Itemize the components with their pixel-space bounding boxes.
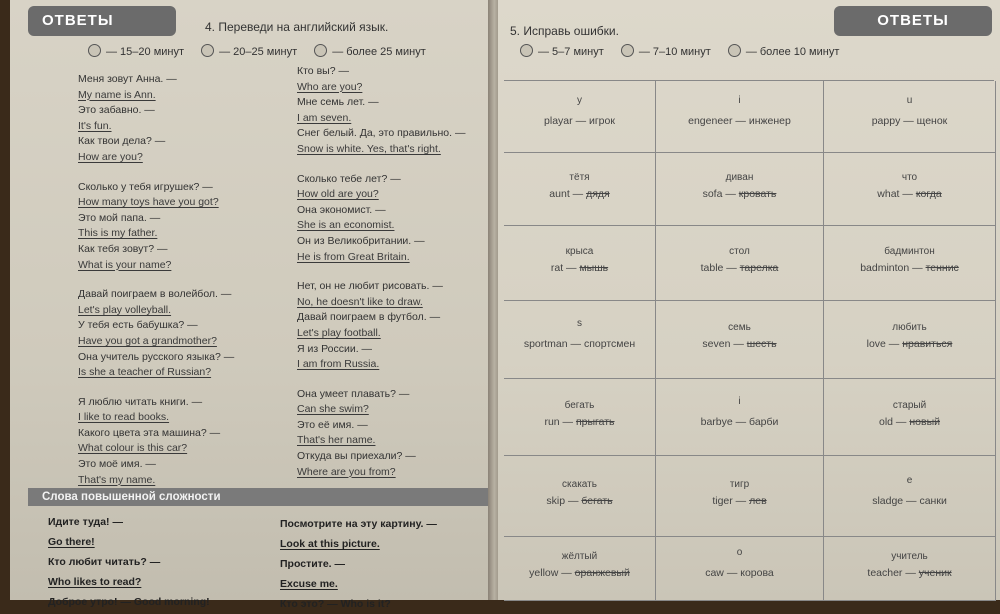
table-cell — [824, 301, 996, 379]
english-answer: Let's play volleyball. — [78, 303, 172, 316]
cell-text — [824, 416, 995, 428]
russian-phrase: Откуда вы приехали? — — [297, 450, 416, 463]
russian-phrase: Это мой папа. — — [78, 211, 161, 224]
smile-face-icon — [520, 44, 533, 57]
cell-text — [504, 567, 655, 579]
english-answer: This is my father. — [78, 227, 158, 240]
russian-phrase: Давай поиграем в футбол. — — [297, 311, 441, 324]
english-answer: Snow is white. Yes, that's right. — [297, 142, 441, 155]
hard-phrase: Кто любит читать? — — [48, 556, 161, 568]
misspelled-word: sladge — [872, 495, 907, 507]
crossed-out-word: кровать — [738, 188, 777, 200]
russian-phrase: Я люблю читать книги. — — [78, 395, 203, 408]
english-word: run — — [544, 416, 576, 428]
cell-text — [824, 262, 995, 274]
correction-letter: s — [577, 318, 582, 329]
russian-phrase: Меня зовут Анна. — — [78, 73, 177, 85]
legend-item: — 20–25 минут — [201, 46, 297, 58]
correction-letter: u — [906, 95, 913, 106]
table-cell — [656, 456, 824, 537]
correction-word: крыса — [565, 246, 594, 257]
english-answer: I am from Russia. — [297, 358, 380, 371]
correction-word: диван — [725, 172, 754, 183]
russian-phrase: Давай поиграем в волейбол. — — [78, 288, 232, 301]
russian-phrase: Сколько у тебя игрушек? — — [78, 180, 213, 193]
english-word: tiger — — [712, 495, 750, 507]
misspelled-word: engeneer — [688, 115, 736, 127]
group-gap — [78, 166, 234, 180]
legend-item: — более 10 минут — [728, 46, 840, 58]
cell-text — [656, 115, 823, 127]
english-answer: How old are you? — [297, 188, 379, 201]
english-word: what — — [877, 188, 916, 200]
correction-letter: i — [738, 396, 741, 407]
misspelled-word: pappy — [871, 115, 904, 127]
sad-face-icon — [728, 44, 741, 57]
cell-text — [656, 338, 823, 350]
table-cell — [824, 153, 996, 226]
table-cell — [656, 379, 824, 456]
english-answer: He is from Great Britain. — [297, 250, 410, 263]
crossed-out-word: тарелка — [739, 262, 779, 274]
translation: — инженер — [735, 115, 791, 127]
english-word: table — — [700, 262, 740, 274]
english-answer: What colour is this car? — [78, 442, 188, 455]
table-cell — [656, 226, 824, 301]
group-gap — [297, 373, 465, 387]
legend-item: — 7–10 минут — [621, 46, 711, 58]
misspelled-word: barbye — [700, 416, 736, 428]
neutral-face-icon — [201, 44, 214, 57]
cell-text — [656, 416, 823, 428]
english-answer: Have you got a grandmother? — [78, 334, 217, 347]
russian-phrase: Кто вы? — — [297, 65, 349, 77]
cell-text — [504, 188, 655, 200]
hard-phrase: Кто это? — Who is it? — [280, 598, 391, 610]
table-cell — [824, 537, 996, 601]
table-cell — [504, 153, 656, 226]
russian-phrase: Нет, он не любит рисовать. — — [297, 280, 443, 293]
sad-face-icon — [314, 44, 327, 57]
cell-text — [504, 262, 655, 274]
english-answer: Who are you? — [297, 80, 363, 93]
english-answer: It's fun. — [78, 119, 112, 132]
correction-letter: o — [736, 547, 743, 558]
english-word: sofa — — [702, 188, 739, 200]
correction-word: семь — [728, 322, 751, 333]
english-answer: I am seven. — [297, 111, 352, 124]
english-answer: Can she swim? — [297, 403, 369, 416]
russian-phrase: Я из России. — — [297, 342, 373, 355]
translation: — барби — [735, 416, 779, 428]
crossed-out-word: нравиться — [902, 338, 953, 350]
table-cell — [504, 301, 656, 379]
table-cell — [656, 537, 824, 601]
english-word: teacher — — [867, 567, 919, 579]
error-correction-table — [504, 80, 994, 601]
hard-words-column-1 — [48, 512, 210, 612]
correction-letter: i — [738, 95, 741, 106]
hard-phrase: Посмотрите на эту картину. — — [280, 518, 437, 530]
cell-text — [656, 188, 823, 200]
english-word: badminton — — [860, 262, 926, 274]
correction-word: бадминтон — [884, 246, 935, 257]
task-5-title: 5. Исправь ошибки. — [510, 24, 619, 38]
correction-word: старый — [892, 400, 927, 411]
left-page — [10, 0, 492, 610]
correction-letter: e — [906, 475, 913, 486]
cell-text — [504, 416, 655, 428]
crossed-out-word: оранжевый — [574, 567, 630, 579]
english-answer: No, he doesn't like to draw. — [297, 295, 423, 308]
english-answer: How are you? — [78, 150, 143, 163]
crossed-out-word: шесть — [746, 338, 777, 350]
table-cell — [504, 456, 656, 537]
russian-phrase: Как тебя зовут? — — [78, 242, 168, 255]
english-answer: Where are you from? — [297, 465, 396, 478]
russian-phrase: Она учитель русского языка? — — [78, 350, 235, 363]
cell-text — [824, 495, 995, 507]
crossed-out-word: дядя — [586, 188, 610, 200]
group-gap — [78, 381, 234, 395]
table-cell — [656, 81, 824, 153]
english-word: seven — — [702, 338, 747, 350]
crossed-out-word: мышь — [579, 262, 609, 274]
english-answer: My name is Ann. — [78, 88, 156, 101]
correction-word: жёлтый — [561, 551, 598, 562]
translation: — щенок — [903, 115, 948, 127]
table-cell — [656, 301, 824, 379]
russian-phrase: Это её имя. — — [297, 418, 368, 431]
english-answer: That's my name. — [78, 473, 156, 486]
correction-word: тигр — [729, 479, 750, 490]
russian-phrase: Мне семь лет. — — [297, 96, 379, 109]
cell-text — [656, 262, 823, 274]
english-answer: I like to read books. — [78, 411, 170, 424]
english-word: rat — — [550, 262, 580, 274]
crossed-out-word: ученик — [918, 567, 952, 579]
hard-answer: Who likes to read? — [48, 576, 142, 588]
table-cell — [504, 379, 656, 456]
english-word: love — — [866, 338, 903, 350]
translation-column-1 — [78, 72, 234, 488]
misspelled-word: playar — [544, 115, 576, 127]
table-cell — [504, 226, 656, 301]
russian-phrase: Она умеет плавать? — — [297, 387, 410, 400]
correction-word: бегать — [564, 400, 595, 411]
correction-word: учитель — [891, 551, 928, 562]
english-word: skip — — [546, 495, 582, 507]
group-gap — [297, 265, 465, 279]
correction-word: тётя — [569, 172, 590, 183]
group-gap — [297, 158, 465, 172]
hard-answer: Go there! — [48, 536, 95, 548]
crossed-out-word: когда — [915, 188, 942, 200]
hard-answer: Look at this picture. — [280, 538, 380, 550]
russian-phrase: Как твои дела? — — [78, 135, 166, 148]
russian-phrase: Сколько тебе лет? — — [297, 172, 401, 185]
correction-word: стол — [729, 246, 750, 257]
english-word: yellow — — [529, 567, 575, 579]
table-cell — [504, 81, 656, 153]
russian-phrase: Он из Великобритании. — — [297, 234, 425, 247]
table-cell — [504, 537, 656, 601]
russian-phrase: Это моё имя. — — [78, 458, 156, 471]
time-legend-right — [520, 44, 853, 58]
english-answer: Is she a teacher of Russian? — [78, 366, 212, 379]
correction-word: любить — [892, 322, 927, 333]
task-4-title: 4. Переведи на английский язык. — [205, 20, 389, 34]
translation: — спортсмен — [570, 338, 636, 350]
hard-words-header: Слова повышенной сложности — [28, 488, 512, 506]
correction-word: что — [901, 172, 918, 183]
translation: — санки — [906, 495, 947, 507]
cell-text — [656, 567, 823, 579]
misspelled-word: sportman — [523, 338, 571, 350]
cell-text — [504, 115, 655, 127]
table-cell — [824, 456, 996, 537]
crossed-out-word: лев — [749, 495, 767, 507]
cell-text — [824, 567, 995, 579]
group-gap — [78, 273, 234, 287]
translation-column-2 — [297, 64, 465, 480]
english-word: aunt — — [549, 188, 587, 200]
time-legend-left — [88, 44, 440, 58]
russian-phrase: Какого цвета эта машина? — — [78, 426, 221, 439]
legend-item: — 15–20 минут — [88, 46, 184, 58]
table-cell — [656, 153, 824, 226]
cell-text — [656, 495, 823, 507]
cell-text — [504, 495, 655, 507]
correction-word: скакать — [562, 479, 597, 490]
english-answer: She is an economist. — [297, 219, 395, 232]
neutral-face-icon — [621, 44, 634, 57]
hard-phrase: Доброе утро! — Good morning! — [48, 596, 210, 608]
answers-tab-left: ОТВЕТЫ — [28, 6, 176, 36]
table-cell — [824, 81, 996, 153]
table-cell — [824, 379, 996, 456]
english-answer: Let's play football. — [297, 326, 381, 339]
translation: — корова — [726, 567, 774, 579]
smile-face-icon — [88, 44, 101, 57]
misspelled-word: caw — [705, 567, 727, 579]
crossed-out-word: новый — [909, 416, 940, 428]
hard-answer: Excuse me. — [280, 578, 338, 590]
crossed-out-word: бегать — [581, 495, 613, 507]
english-answer: What is your name? — [78, 258, 172, 271]
table-cell — [824, 226, 996, 301]
english-answer: How many toys have you got? — [78, 196, 219, 209]
english-answer: That's her name. — [297, 434, 376, 447]
russian-phrase: Это забавно. — — [78, 104, 155, 117]
legend-item: — 5–7 минут — [520, 46, 604, 58]
russian-phrase: Она экономист. — — [297, 203, 386, 216]
russian-phrase: У тебя есть бабушка? — — [78, 319, 198, 332]
cell-text — [824, 115, 995, 127]
hard-words-column-2 — [280, 514, 437, 614]
cell-text — [824, 188, 995, 200]
answers-tab-right: ОТВЕТЫ — [834, 6, 992, 36]
crossed-out-word: теннис — [925, 262, 959, 274]
translation: — игрок — [575, 115, 615, 127]
english-word: old — — [879, 416, 910, 428]
hard-phrase: Простите. — — [280, 558, 345, 570]
correction-letter: y — [577, 95, 582, 106]
cell-text — [504, 338, 655, 350]
legend-item: — более 25 минут — [314, 46, 426, 58]
crossed-out-word: прыгать — [575, 416, 615, 428]
russian-phrase: Снег белый. Да, это правильно. — — [297, 127, 466, 140]
cell-text — [824, 338, 995, 350]
hard-phrase: Идите туда! — — [48, 516, 123, 528]
